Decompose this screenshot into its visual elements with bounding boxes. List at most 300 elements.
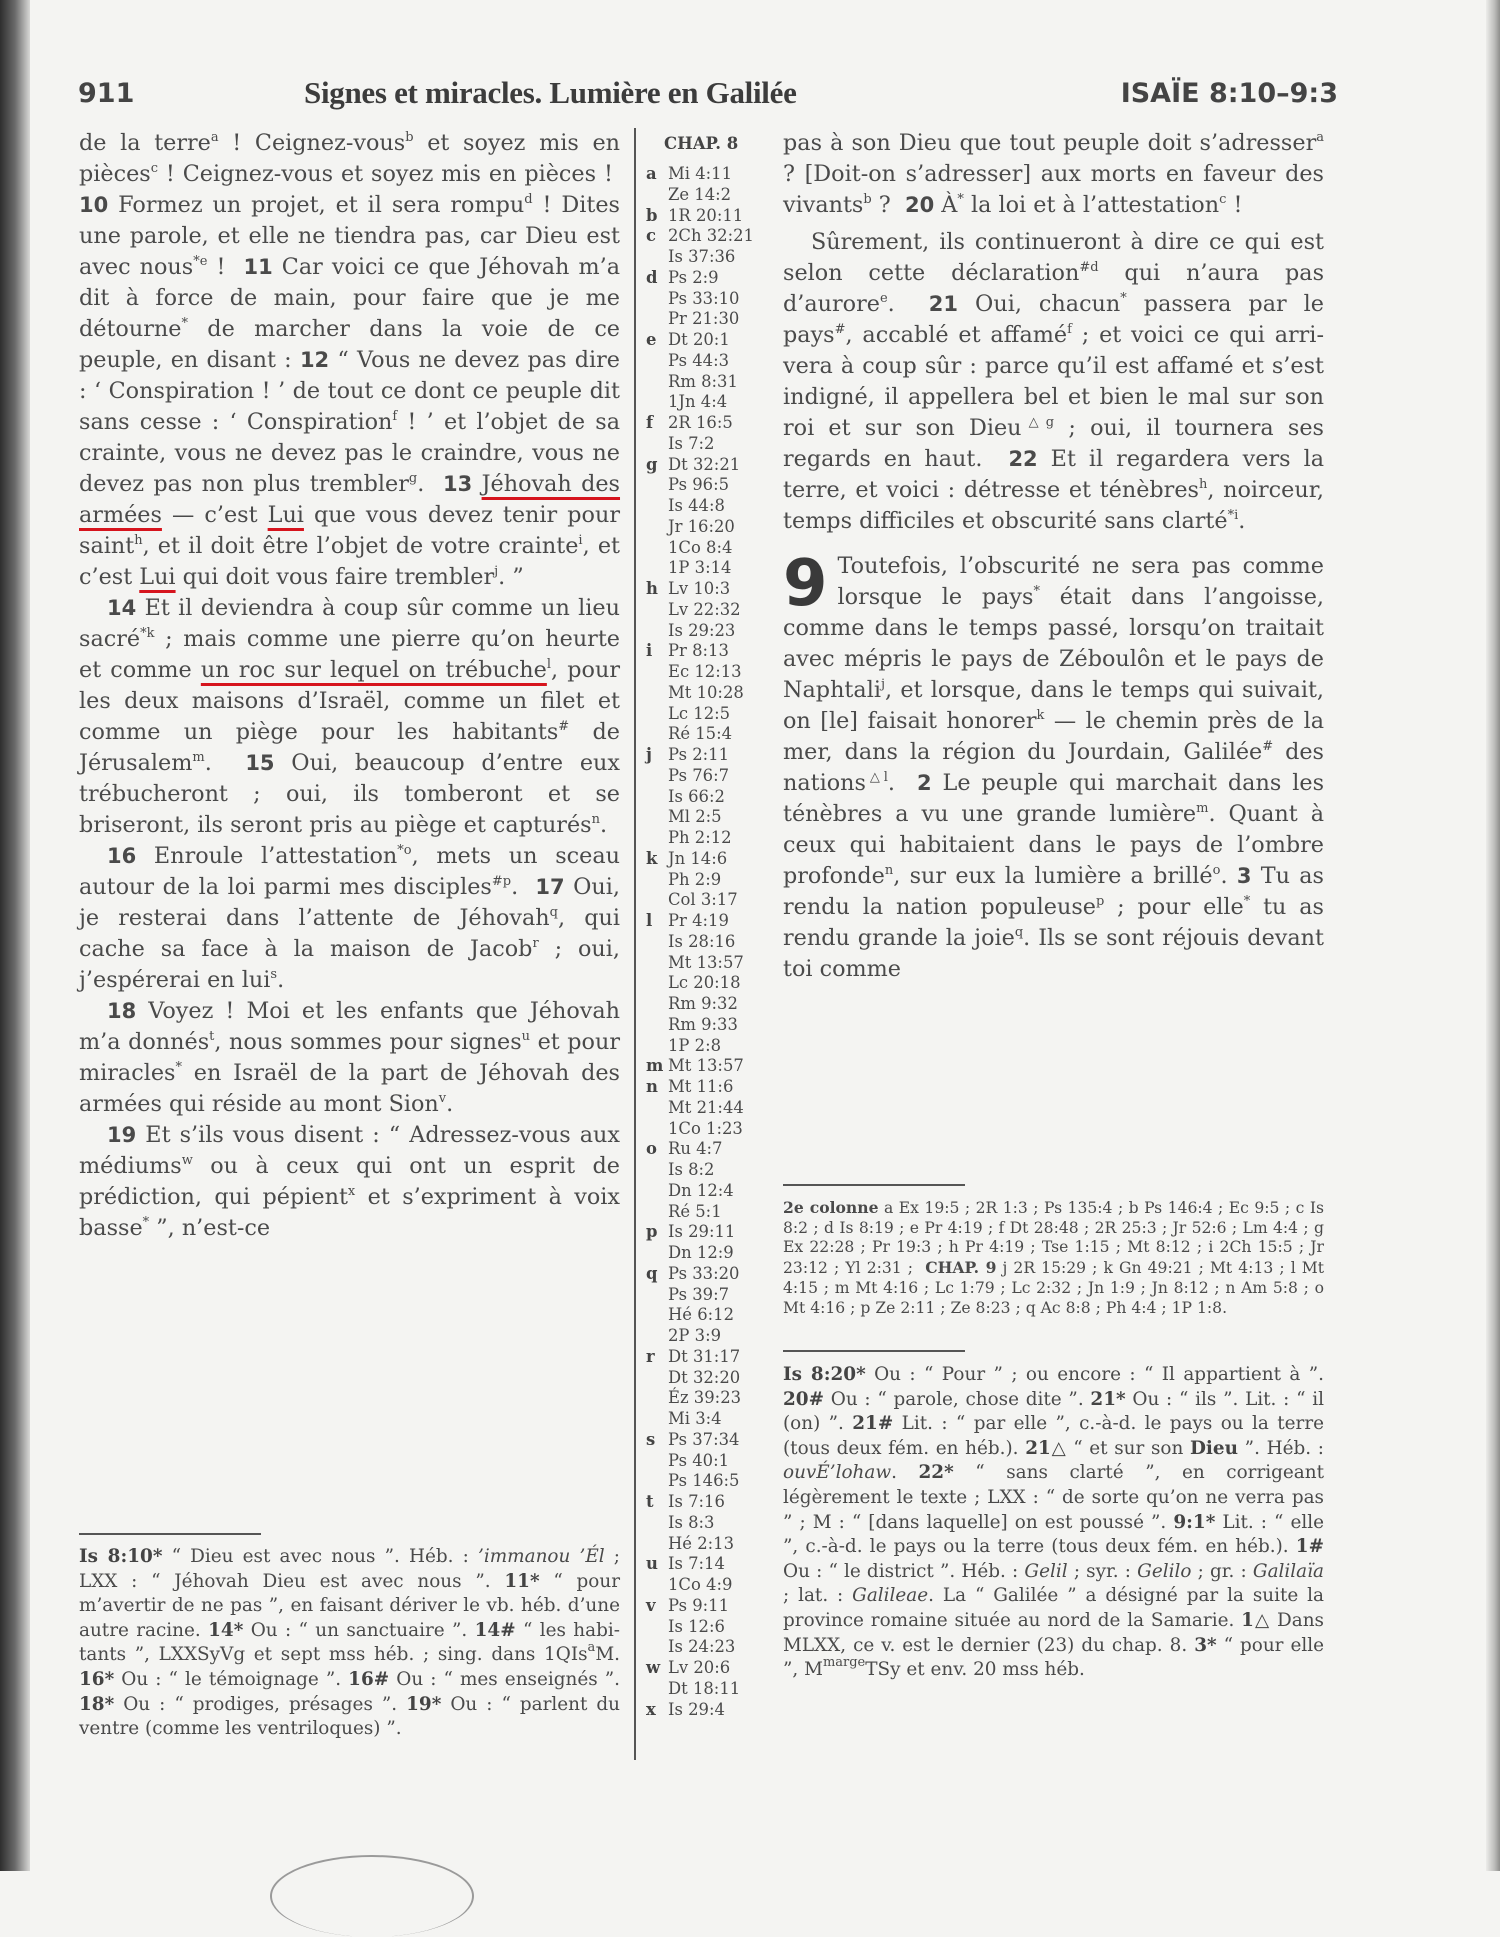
cross-reference-entry xyxy=(646,1202,776,1223)
footnote-marker: h xyxy=(1198,477,1208,492)
text-run: ; et voici ce qui arrivera à coup sûr : parce qu’il est affamé et s’est indigné, il appellera bel et bien le mal sur son roi et sur son Dieu xyxy=(783,322,1324,441)
cross-reference-entry xyxy=(646,517,776,538)
chapter-9 xyxy=(783,547,1325,985)
text-run: ! Ceignez-vous et soyez mis en pièces ! xyxy=(158,161,613,187)
reference-text: Ré 5:1 xyxy=(668,1201,722,1221)
text-run: qui doit vous faire trembler xyxy=(175,564,495,590)
cross-reference-entry xyxy=(646,1326,776,1347)
reference-text: Ps 96:5 xyxy=(668,475,730,495)
footnote-marker: * xyxy=(142,1215,150,1230)
reference-text: Hé 2:13 xyxy=(668,1533,735,1553)
reference-text: Is 29:23 xyxy=(668,620,736,640)
text-run: , et il doit être l’objet de votre crainte xyxy=(142,533,579,559)
footnote-marker: u xyxy=(521,1029,531,1044)
reference-text: Dn 12:4 xyxy=(668,1180,734,1200)
footnote-marker: * xyxy=(181,316,188,331)
text-run: Ou : “ parlent du ventre (comme les ventriloques) ”. xyxy=(79,1693,620,1740)
reference-text: Mt 13:57 xyxy=(668,1056,744,1076)
text-run: ”, n’est-ce xyxy=(149,1215,271,1241)
text-run: ; oui, j’espérerai en lui xyxy=(79,936,620,993)
footnote-marker: j xyxy=(880,677,885,692)
reference-text: Mi 4:11 xyxy=(668,164,733,183)
footnote-marker: * xyxy=(1033,584,1040,599)
reference-letter: c xyxy=(646,226,656,246)
reference-text: Ps 37:34 xyxy=(668,1429,740,1449)
text-run: — le chemin près de la mer, dans la région du Jourdain, Galilée xyxy=(783,708,1324,765)
text-run: . xyxy=(204,750,212,776)
cross-reference-entry xyxy=(646,247,776,268)
book-reference: ISAÏE 8:10–9:3 xyxy=(1120,78,1338,109)
cross-reference-entry xyxy=(646,807,776,828)
text-run: . xyxy=(511,874,519,900)
cross-reference-entry xyxy=(646,724,776,745)
reference-letter: i xyxy=(646,641,653,661)
divider xyxy=(783,1184,965,1186)
cross-reference-entry xyxy=(646,330,776,351)
footnote-marker: q xyxy=(1014,925,1024,940)
text-run: Et s’ils vous disent : “ Adressez-vous aux médiums xyxy=(79,1122,620,1179)
text-run: Ou : “ parole, chose dite ”. xyxy=(824,1388,1091,1410)
cross-reference-entry xyxy=(646,849,776,870)
reference-text: Is 8:3 xyxy=(668,1512,715,1532)
text-run: des nations xyxy=(783,739,1325,796)
text-run: Voyez ! Moi et les enfants que Jéhovah m’a donnés xyxy=(79,998,620,1055)
cross-reference-entry xyxy=(646,766,776,787)
bold-reference: 1# xyxy=(1295,1536,1324,1558)
reference-text: Is 12:6 xyxy=(668,1616,725,1636)
bold-reference: 9:1* xyxy=(1173,1511,1216,1533)
footnote-marker: * xyxy=(1243,894,1251,909)
text-run: ; syr. : xyxy=(1067,1560,1138,1582)
reference-letter: w xyxy=(646,1658,661,1677)
reference-text: Mt 21:44 xyxy=(668,1097,744,1117)
bold-reference: 19* xyxy=(406,1693,442,1715)
text-run: ; lat. : xyxy=(783,1585,853,1607)
red-underline: un roc sur lequel on trébuche xyxy=(200,657,547,683)
reference-letter: b xyxy=(646,205,658,225)
bold-reference: 18* xyxy=(79,1693,115,1715)
text-run: de la terre xyxy=(79,130,211,156)
cross-reference-entry xyxy=(646,1056,776,1077)
footnote-marker: a xyxy=(210,130,219,145)
text-run: Ou : “ le district ”. Héb. : xyxy=(783,1560,1025,1582)
text-run: Et il regardera vers la terre, et voici : détresse et ténèbres xyxy=(783,446,1324,503)
cross-reference-entry xyxy=(646,1575,776,1596)
text-run: Lit. : “ par elle ”, c.-à-d. le pays ou la terre (tous deux fém. en héb.). xyxy=(783,1413,1324,1459)
cross-reference-entry xyxy=(646,372,776,393)
footnote-marker: * xyxy=(175,1060,182,1075)
scanner-artifact xyxy=(270,1855,474,1937)
reference-text: Mi 3:4 xyxy=(668,1409,722,1428)
paragraph xyxy=(79,841,620,996)
cross-reference-entry xyxy=(646,392,776,413)
text-run: . xyxy=(891,1462,919,1484)
bold-reference: 3* xyxy=(1194,1634,1217,1656)
reference-text: Dt 32:20 xyxy=(668,1367,741,1387)
red-underline: Lui xyxy=(267,502,304,528)
reference-text: Lv 10:3 xyxy=(668,579,731,598)
text-run: Ou : “ mes enseignés ”. xyxy=(389,1668,620,1690)
text-run: Ou : “ Pour ” ; ou encore : “ Il appartient à ”. xyxy=(865,1364,1324,1385)
footnote-marker: f xyxy=(1067,322,1072,337)
footnote-marker: *o xyxy=(397,843,412,858)
cross-reference-entry xyxy=(646,1596,776,1617)
reference-text: Ps 33:20 xyxy=(668,1263,740,1283)
bold-reference: 22* xyxy=(918,1462,954,1484)
footnote-marker: r xyxy=(532,936,539,951)
reference-text: Ps 40:1 xyxy=(668,1450,730,1470)
text-run: . ” xyxy=(498,564,524,590)
text-run: , et lorsque, dans le temps qui suivait, on [le] faisait honorer xyxy=(783,677,1324,734)
reference-text: 2P 3:9 xyxy=(668,1326,722,1345)
text-run: ; LXX : “ Jéhovah Dieu est avec nous ”. xyxy=(79,1546,620,1592)
verse-number: 15 xyxy=(245,751,275,775)
reference-text: Is 7:16 xyxy=(668,1492,725,1511)
text-run: Enroule l’attestation xyxy=(136,843,398,869)
footnote-marker: #p xyxy=(491,874,512,889)
cross-reference-entry xyxy=(646,704,776,725)
footnote-marker: # xyxy=(834,322,846,337)
cross-reference-entry xyxy=(646,206,776,227)
bold-reference: Dieu xyxy=(1189,1437,1238,1459)
text-run: et pour miracles xyxy=(79,1029,621,1086)
cross-reference-entry xyxy=(646,1368,776,1389)
page-header xyxy=(78,75,1338,118)
cross-reference-entry xyxy=(646,1119,776,1140)
text-run: la loi et à l’attestation xyxy=(963,192,1220,218)
reference-text: Ml 2:5 xyxy=(668,807,722,827)
cross-reference-entry xyxy=(646,1243,776,1264)
cross-reference-entry xyxy=(646,870,776,891)
reference-letter: e xyxy=(646,330,657,349)
bold-reference: 20# xyxy=(783,1388,825,1410)
reference-text: Dt 18:11 xyxy=(668,1678,741,1698)
chapter-number: 9 xyxy=(783,547,828,621)
text-run: “ Dieu est avec nous ”. Héb. : xyxy=(162,1546,478,1567)
footnote-marker: o xyxy=(1212,863,1221,878)
text-run: ? xyxy=(871,192,891,218)
cross-reference-entry xyxy=(646,309,776,330)
cross-reference-entry xyxy=(646,1679,776,1700)
text-run: ! xyxy=(207,254,226,280)
italic-term: Galilaïa xyxy=(1252,1560,1324,1582)
reference-text: Is 37:36 xyxy=(668,247,736,266)
cross-reference-entry xyxy=(646,683,776,704)
footnotes-right xyxy=(783,1363,1324,1683)
reference-text: 1Jn 4:4 xyxy=(668,392,728,412)
reference-text: Ph 2:9 xyxy=(668,869,722,889)
cross-reference-entry xyxy=(646,1554,776,1575)
cross-reference-entry xyxy=(646,1513,776,1534)
reference-text: Is 44:8 xyxy=(668,496,725,515)
verse-number: 19 xyxy=(107,1123,137,1147)
cross-reference-entry xyxy=(646,994,776,1015)
cross-reference-entry xyxy=(646,558,776,579)
footnote-marker: #d xyxy=(1079,260,1099,275)
text-run: “ pour m’avertir de ne pas ”, en faisant dériver le vb. héb. d’une autre racine. xyxy=(79,1570,621,1641)
cross-reference-entry xyxy=(646,1181,776,1202)
text-run: pas à son Dieu que tout peuple doit s’adresser xyxy=(783,130,1317,156)
footnote-marker: *i xyxy=(1227,508,1239,523)
bold-reference: Is 8:10* xyxy=(79,1546,163,1567)
footnote-marker: w xyxy=(181,1153,193,1168)
italic-term: ’immanou ’Él xyxy=(478,1546,605,1567)
cross-reference-entry xyxy=(646,413,776,434)
red-underline: Lui xyxy=(139,564,176,590)
text-run: Ou : “ prodiges, présages ”. xyxy=(114,1693,407,1715)
page-number: 911 xyxy=(78,78,135,109)
footnote-marker: f xyxy=(392,409,398,424)
bold-reference: Is 8:20* xyxy=(783,1364,866,1385)
verse-number: 18 xyxy=(107,999,137,1023)
text-run: que vous devez tenir pour saint xyxy=(79,502,621,559)
paragraph xyxy=(783,227,1324,537)
reference-text: 1Co 4:9 xyxy=(668,1575,733,1594)
text-run: et s’expriment à voix basse xyxy=(79,1184,621,1241)
footnote-marker: c xyxy=(1219,192,1227,207)
text-run: TSy et env. 20 mss héb. xyxy=(865,1659,1085,1681)
bold-reference: 21# xyxy=(852,1413,894,1435)
cross-reference-entry xyxy=(646,1077,776,1098)
bold-reference: 11* xyxy=(504,1570,540,1592)
verse-number: 21 xyxy=(928,292,959,316)
text-run: , accablé et affamé xyxy=(845,322,1068,348)
reference-letter: k xyxy=(646,848,658,868)
reference-letter: o xyxy=(646,1139,657,1159)
reference-text: Dt 32:21 xyxy=(668,454,741,474)
chapter-label: CHAP. 8 xyxy=(664,134,739,153)
footnote-marker: *e xyxy=(193,254,208,269)
paragraph xyxy=(79,1120,620,1244)
reference-text: Is 8:2 xyxy=(668,1160,715,1179)
bold-reference: 14# xyxy=(474,1619,516,1641)
text-run: M. xyxy=(595,1644,620,1666)
footnote-marker: l xyxy=(546,657,552,672)
text-run: tu as rendu grande la joie xyxy=(783,894,1324,951)
cross-reference-entry xyxy=(646,662,776,683)
reference-text: Jn 14:6 xyxy=(668,848,728,868)
cross-reference-entry xyxy=(646,226,776,247)
reference-letter: q xyxy=(646,1263,658,1283)
cross-reference-list xyxy=(646,164,776,1720)
text-run: , qui cache sa face à la maison de Jacob xyxy=(79,905,620,962)
reference-text: Ps 146:5 xyxy=(668,1471,740,1491)
cross-reference-entry xyxy=(646,1347,776,1368)
text-run: ! ’ et l’objet de sa crainte, vous ne devez pas le craindre, vous ne devez pas non plus trembler xyxy=(79,409,620,497)
cross-reference-entry xyxy=(646,911,776,932)
cross-reference-entry xyxy=(646,745,776,766)
footnote-marker: v xyxy=(438,1091,447,1106)
text-run: . xyxy=(417,471,425,497)
reference-text: Ps 2:11 xyxy=(668,745,730,764)
page-edge xyxy=(1486,0,1500,1871)
footnote-marker: m xyxy=(1196,801,1209,816)
footnote-marker: a xyxy=(1316,130,1324,145)
reference-text: Ré 15:4 xyxy=(668,724,733,744)
text-run: . xyxy=(277,967,285,993)
reference-text: Is 7:2 xyxy=(668,433,715,453)
reference-letter: g xyxy=(646,454,658,474)
verse-number: 3 xyxy=(1236,864,1252,888)
text-run: , pour les deux maisons d’Israël, comme un filet et comme un piège pour les habitants xyxy=(79,657,620,745)
reference-letter: l xyxy=(646,911,653,930)
text-run: ; gr. : xyxy=(1191,1560,1253,1582)
text-run: Toutefois, l’obscurité ne sera pas comme lorsque le pays xyxy=(837,553,1324,610)
footnote-marker: n xyxy=(591,812,600,827)
right-text-column xyxy=(783,128,1324,985)
cross-reference-entry xyxy=(646,1430,776,1451)
text-run: Oui, je resterai dans l’attente de Jéhovah xyxy=(79,874,620,931)
cross-reference-entry xyxy=(646,1534,776,1555)
italic-term: Galileae xyxy=(852,1585,929,1607)
reference-letter: a xyxy=(646,164,657,183)
footnote-marker: d xyxy=(524,192,533,207)
footnote-marker: j xyxy=(494,564,499,579)
reference-text: 1R 20:11 xyxy=(668,205,744,225)
italic-term: Gelilo xyxy=(1137,1560,1192,1582)
reference-letter: v xyxy=(646,1595,656,1615)
verse-number: 20 xyxy=(904,193,935,217)
reference-letter: p xyxy=(646,1222,658,1242)
divider xyxy=(783,1350,965,1352)
text-run: ! xyxy=(1226,192,1243,218)
bold-reference: 2e colonne xyxy=(783,1198,879,1217)
text-run: était dans l’angoisse, comme dans le temps passé, lorsqu’on traitait avec mépris le pays de Zéboulôn et le pays de Naphtali xyxy=(783,584,1325,703)
footnote-marker: c xyxy=(150,161,159,176)
bold-reference: CHAP. 9 xyxy=(925,1258,997,1278)
reference-text: Rm 9:32 xyxy=(668,994,738,1013)
text-run: ? [Doit-on s’adresser] aux morts en faveur des vivants xyxy=(783,161,1324,218)
cross-reference-entry xyxy=(646,1036,776,1057)
footnote-marker: * xyxy=(957,192,964,207)
cross-reference-entry xyxy=(646,828,776,849)
cross-reference-entry xyxy=(646,1471,776,1492)
reference-text: Is 29:11 xyxy=(668,1222,736,1242)
cross-reference-entry xyxy=(646,621,776,642)
reference-letter: s xyxy=(646,1429,656,1449)
reference-text: Col 3:17 xyxy=(668,890,738,910)
text-run: — c’est xyxy=(161,502,268,528)
cross-reference-entry xyxy=(646,351,776,372)
text-run: “ Vous ne devez pas dire : ‘ Conspiration ! ’ de tout ce dont ce peuple dit sans cesse : ‘ Conspiration xyxy=(79,347,620,435)
verse-number: 13 xyxy=(443,472,473,496)
reference-text: 1Co 1:23 xyxy=(668,1118,743,1138)
second-column-cross-references xyxy=(783,1198,1324,1318)
cross-reference-entry xyxy=(646,434,776,455)
text-run: ; oui, il tournera ses regards en haut. xyxy=(783,415,1324,472)
footnote-marker: q xyxy=(549,905,558,920)
reference-text: Jr 16:20 xyxy=(668,516,735,536)
divider xyxy=(79,1533,261,1535)
text-run: , sur eux la lumière a brillé xyxy=(893,863,1213,889)
reference-text: Is 7:14 xyxy=(668,1554,725,1574)
text-run: , noirceur, temps difficiles et obscurité sans clarté xyxy=(783,477,1325,534)
footnote-marker: g xyxy=(408,471,418,486)
cross-reference-entry xyxy=(646,475,776,496)
text-run: Ou : “ un sanctuaire ”. xyxy=(243,1619,475,1641)
reference-letter: r xyxy=(646,1346,655,1366)
reference-letter: n xyxy=(646,1077,658,1096)
bold-reference: 14* xyxy=(208,1619,244,1641)
cross-reference-entry xyxy=(646,953,776,974)
text-run: Formez un projet, et il sera rompu xyxy=(108,192,525,218)
cross-reference-column xyxy=(634,128,776,1760)
cross-reference-entry xyxy=(646,455,776,476)
cross-reference-entry xyxy=(646,1388,776,1409)
reference-text: Dt 31:17 xyxy=(668,1346,741,1366)
reference-letter: u xyxy=(646,1554,658,1574)
text-run: . Quant à ceux qui habitaient dans le pays de l’ombre profonde xyxy=(783,801,1324,889)
bold-reference: 1△ xyxy=(1241,1609,1271,1631)
reference-text: Dt 20:1 xyxy=(668,330,730,349)
reference-text: Hé 6:12 xyxy=(668,1305,735,1325)
reference-text: 2R 16:5 xyxy=(668,413,733,432)
cross-reference-entry xyxy=(646,1264,776,1285)
text-run: Ou : “ le témoignage ”. xyxy=(114,1668,349,1690)
reference-text: Ze 14:2 xyxy=(668,184,732,204)
text-run: . xyxy=(599,812,608,838)
text-run: de Jérusalem xyxy=(79,719,620,776)
text-run: À xyxy=(934,192,958,218)
reference-text: Ph 2:12 xyxy=(668,828,732,847)
text-run: Le peuple qui marchait dans les ténèbres a vu une grande lumière xyxy=(783,770,1325,827)
footnote-marker: i xyxy=(578,533,583,548)
text-run: “ pour elle ”, M xyxy=(783,1634,1324,1681)
cross-reference-entry xyxy=(646,1451,776,1472)
text-run: “ les habitants ”, LXXSyVg et sept mss héb. ; sing. dans 1QIs xyxy=(79,1619,620,1666)
cross-reference-entry xyxy=(646,496,776,517)
cross-reference-entry xyxy=(646,1139,776,1160)
footnote-marker: △g xyxy=(1021,415,1055,430)
reference-text: Lc 12:5 xyxy=(668,703,731,723)
text-run: Sûrement, ils continueront à dire ce qui est selon cette déclaration xyxy=(783,229,1324,286)
reference-text: Ps 33:10 xyxy=(668,288,740,308)
text-run: passera par le pays xyxy=(783,291,1324,348)
text-run: Tu as rendu la nation populeuse xyxy=(783,863,1324,920)
paragraph xyxy=(783,128,1324,221)
cross-reference-entry xyxy=(646,164,776,185)
text-run: Dans MLXX, ce v. est le dernier (23) du chap. 8. xyxy=(783,1609,1324,1656)
text-run: Oui, chacun xyxy=(958,291,1121,317)
italic-term: ouvÉ’lohaw xyxy=(783,1462,892,1484)
reference-text: Ps 9:11 xyxy=(668,1595,730,1615)
verse-number: 16 xyxy=(107,844,137,868)
text-run: “ et sur son xyxy=(1066,1437,1190,1459)
text-run: . xyxy=(1220,863,1228,889)
italic-term: Gelil xyxy=(1024,1560,1068,1582)
bold-reference: 16# xyxy=(348,1668,390,1690)
cross-reference-entry xyxy=(646,600,776,621)
footnote-marker: # xyxy=(1262,739,1274,754)
reference-text: Pr 8:13 xyxy=(668,641,729,661)
reference-text: 1Co 8:4 xyxy=(668,537,733,557)
reference-text: Éz 39:23 xyxy=(668,1388,742,1408)
cross-reference-entry xyxy=(646,1637,776,1658)
reference-text: 1P 3:14 xyxy=(668,558,732,578)
reference-text: Rm 9:33 xyxy=(668,1014,738,1034)
reference-text: Mt 11:6 xyxy=(668,1077,734,1096)
cross-reference-entry xyxy=(646,1700,776,1721)
cross-reference-entry xyxy=(646,1409,776,1430)
text-run: qui n’aura pas d’aurore xyxy=(783,260,1325,317)
left-text-column xyxy=(79,128,620,1244)
text-run: ; mais comme une pierre qu’on heurte et comme xyxy=(79,626,620,683)
footnote-marker: k xyxy=(1036,708,1045,723)
reference-text: Ps 76:7 xyxy=(668,765,730,785)
text-run: . xyxy=(1238,508,1246,534)
cross-reference-entry xyxy=(646,538,776,559)
footnote-marker: △l xyxy=(865,770,888,785)
